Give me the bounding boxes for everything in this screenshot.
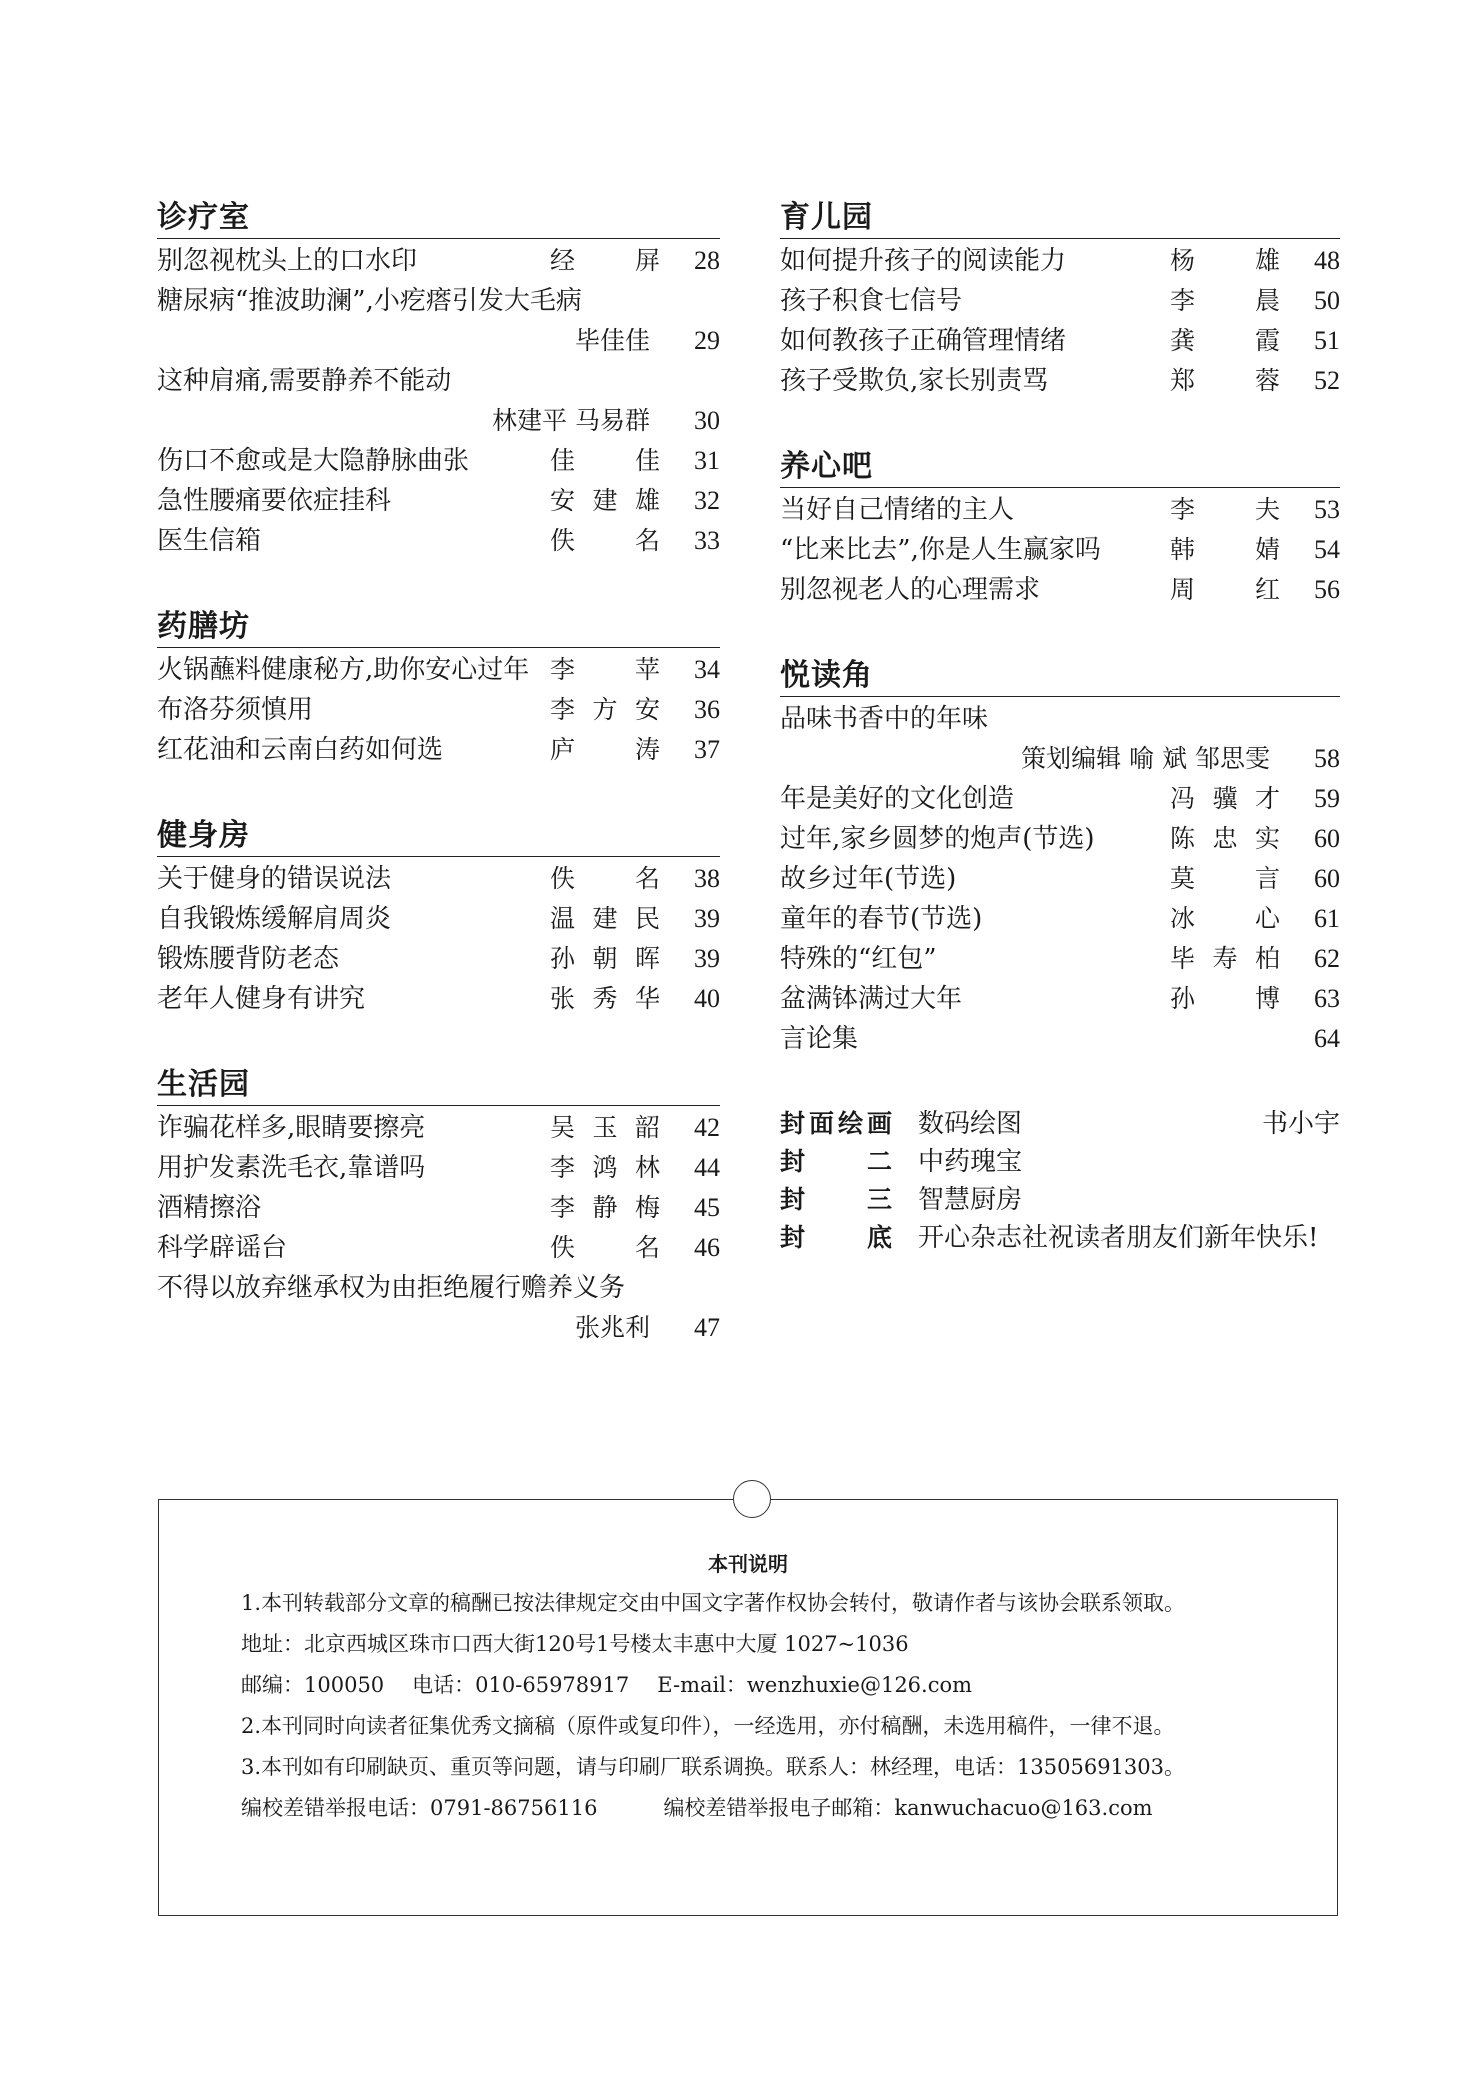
entry-title: 诈骗花样多,眼睛要擦亮 [157,1113,426,1143]
entry-title: 红花油和云南白药如何选 [157,735,444,765]
entry-author: 吴玉韶 [550,1113,660,1142]
section-title: 生活园 [157,1065,720,1106]
notice-report-phone: 编校差错举报电话：0791-86756116 [241,1796,598,1820]
entry-page-number: 63 [1314,984,1340,1013]
toc-left-column [157,198,720,1394]
toc-entry[interactable] [157,979,720,1019]
entry-title: 火锅蘸料健康秘方,助你安心过年 [157,655,530,685]
entry-page-number: 54 [1314,535,1340,564]
toc-entry[interactable] [157,1148,720,1188]
entry-page-number: 45 [694,1193,720,1222]
entry-title: 盆满钵满过大年 [780,984,963,1014]
entry-author: 孙朝晖 [550,944,660,973]
entry-author: 张兆利 [574,1313,650,1342]
entry-author: 莫 言 [1170,864,1280,893]
toc-entry[interactable] [157,521,720,561]
entry-title: 故乡过年(节选) [780,864,957,894]
entry-title: 别忽视老人的心理需求 [780,575,1041,605]
entry-title: 老年人健身有讲究 [157,984,366,1014]
toc-entry[interactable] [157,1228,720,1268]
section-title: 药膳坊 [157,607,720,648]
entry-title: 过年,家乡圆梦的炮声(节选) [780,824,1095,854]
entry-title: 科学辟谣台 [157,1233,288,1263]
entry-author: 冯骥才 [1170,784,1280,813]
notice-report-email: 编校差错举报电子邮箱：kanwuchacuo@163.com [663,1796,1153,1820]
entry-title: 关于健身的错误说法 [157,864,392,894]
toc-entry[interactable] [780,321,1340,361]
entry-page-number: 44 [694,1153,720,1182]
notice-postcode: 邮编：100050 [241,1673,385,1697]
toc-entry[interactable] [157,241,720,281]
toc-entry[interactable] [157,1268,720,1308]
toc-section [157,1065,720,1348]
cover-value: 智慧厨房 [918,1185,1023,1215]
entry-title: 这种肩痛,需要静养不能动 [157,366,452,396]
toc-entry[interactable] [780,939,1340,979]
entry-title: 年是美好的文化创造 [780,784,1015,814]
notice-phone: 电话：010-65978917 [412,1673,630,1697]
notice-paragraph-2: 2.本刊同时向读者征集优秀文摘稿（原件或复印件），一经选用，亦付稿酬，未选用稿件，一律不退。 [241,1714,1175,1738]
entry-author: 李静梅 [550,1193,660,1222]
toc-entry[interactable] [157,859,720,899]
entry-title: 童年的春节(节选) [780,904,983,934]
entry-page-number: 37 [694,735,720,764]
entry-author: 冰 心 [1170,904,1280,933]
toc-entry[interactable] [780,241,1340,281]
entry-page-number: 56 [1314,575,1340,604]
entry-author: 郑 蓉 [1170,366,1280,395]
entry-title: 用护发素洗毛衣,靠谱吗 [157,1153,426,1183]
entry-page-number: 52 [1314,366,1340,395]
toc-entry[interactable] [157,401,720,441]
cover-credit-row [780,1219,1340,1257]
notice-address: 地址：北京西城区珠市口西大街120号1号楼太丰惠中大厦 1027~1036 [241,1632,909,1656]
entry-title: 酒精擦浴 [157,1193,262,1223]
entry-author: 李 晨 [1170,286,1280,315]
toc-entry[interactable] [157,281,720,321]
section-title: 健身房 [157,816,720,857]
entry-author: 李方安 [550,695,660,724]
entry-author: 龚 霞 [1170,326,1280,355]
toc-entry[interactable] [157,690,720,730]
toc-entry[interactable] [157,361,720,401]
entry-page-number: 64 [1314,1024,1340,1053]
toc-right-column [780,198,1340,1257]
entry-page-number: 46 [694,1233,720,1262]
entry-page-number: 36 [694,695,720,724]
entry-title: “比来比去”,你是人生赢家吗 [780,535,1101,565]
entry-author: 庐 涛 [550,735,660,764]
entry-page-number: 62 [1314,944,1340,973]
toc-entry[interactable] [780,859,1340,899]
entry-author: 安建雄 [550,486,660,515]
entry-title: 自我锻炼缓解肩周炎 [157,904,392,934]
notice-title: 本刊说明 [708,1552,788,1576]
toc-entry[interactable] [157,899,720,939]
entry-page-number: 29 [694,326,720,355]
entry-page-number: 48 [1314,246,1340,275]
notice-paragraph-3: 3.本刊如有印刷缺页、重页等问题，请与印刷厂联系调换。联系人：林经理，电话：13505691303。 [241,1755,1186,1779]
entry-title: 如何教孩子正确管理情绪 [780,326,1067,356]
toc-entry[interactable] [157,321,720,361]
entry-title: 别忽视枕头上的口水印 [157,246,418,276]
toc-entry[interactable] [780,739,1340,779]
entry-title: 孩子积食七信号 [780,286,963,316]
toc-entry[interactable] [780,779,1340,819]
toc-entry[interactable] [780,699,1340,739]
entry-title: 当好自己情绪的主人 [780,495,1015,525]
toc-entry[interactable] [157,650,720,690]
entry-author: 周 红 [1170,575,1280,604]
entry-title: 特殊的“红包” [780,944,937,974]
entry-page-number: 32 [694,486,720,515]
toc-entry[interactable] [780,570,1340,610]
entry-author: 佚 名 [550,526,660,555]
toc-entry[interactable] [780,899,1340,939]
entry-title: 伤口不愈或是大隐静脉曲张 [157,446,470,476]
entry-page-number: 58 [1314,744,1340,773]
entry-author: 林建平 马易群 [492,406,650,435]
entry-author: 陈忠实 [1170,824,1280,853]
entry-page-number: 33 [694,526,720,555]
toc-entry[interactable] [780,281,1340,321]
toc-entry[interactable] [157,1308,720,1348]
entry-page-number: 59 [1314,784,1340,813]
cover-value: 数码绘图 [918,1109,1023,1139]
toc-entry[interactable] [780,530,1340,570]
toc-section [157,198,720,561]
toc-entry[interactable] [780,361,1340,401]
entry-title: 锻炼腰背防老态 [157,944,340,974]
toc-entry[interactable] [157,1188,720,1228]
notice-contact-line [189,1665,1307,1706]
entry-author: 杨 雄 [1170,246,1280,275]
entry-title: 品味书香中的年味 [780,704,989,734]
toc-entry[interactable] [157,1108,720,1148]
cover-credit-row [780,1105,1340,1143]
section-title: 悦读角 [780,656,1340,697]
entry-page-number: 31 [694,446,720,475]
toc-entry[interactable] [780,819,1340,859]
toc-section [157,816,720,1019]
entry-title: 孩子受欺负,家长别责骂 [780,366,1049,396]
toc-entry[interactable] [780,979,1340,1019]
entry-page-number: 47 [694,1313,720,1342]
entry-page-number: 60 [1314,864,1340,893]
entry-author: 张秀华 [550,984,660,1013]
notice-email: E-mail：wenzhuxie@126.com [657,1673,973,1697]
toc-entry[interactable] [780,1019,1340,1059]
cover-value: 开心杂志社祝读者朋友们新年快乐! [918,1223,1319,1253]
notice-report-line [189,1788,1307,1829]
toc-entry[interactable] [157,939,720,979]
notice-body [159,1583,1337,1829]
entry-page-number: 40 [694,984,720,1013]
toc-section [157,607,720,770]
entry-author: 毕佳佳 [574,326,650,355]
entry-page-number: 34 [694,655,720,684]
cover-label: 封面绘画 [780,1109,892,1138]
entry-title: 糖尿病“推波助澜”,小疙瘩引发大毛病 [157,286,582,316]
entry-page-number: 38 [694,864,720,893]
entry-author: 佚 名 [550,864,660,893]
toc-entry[interactable] [157,730,720,770]
entry-page-number: 50 [1314,286,1340,315]
entry-author: 经 屏 [550,246,660,275]
entry-title: 布洛芬须慎用 [157,695,314,725]
cover-label: 封 二 [780,1147,892,1176]
entry-page-number: 30 [694,406,720,435]
entry-author: 佳 佳 [550,446,660,475]
notice-box [158,1499,1338,1916]
toc-entry[interactable] [780,490,1340,530]
entry-author: 韩 婧 [1170,535,1280,564]
cover-artist: 书小宇 [1261,1109,1340,1139]
cover-label: 封 底 [780,1223,892,1252]
toc-section [780,198,1340,401]
entry-page-number: 39 [694,944,720,973]
entry-page-number: 53 [1314,495,1340,524]
entry-title: 急性腰痛要依症挂科 [157,486,392,516]
entry-author: 毕寿柏 [1170,944,1280,973]
section-title: 诊疗室 [157,198,720,239]
cover-value: 中药瑰宝 [918,1147,1023,1177]
entry-author: 孙 博 [1170,984,1280,1013]
entry-page-number: 51 [1314,326,1340,355]
toc-section [780,447,1340,610]
entry-title: 言论集 [780,1024,859,1054]
entry-page-number: 28 [694,246,720,275]
cover-label: 封 三 [780,1185,892,1214]
entry-page-number: 60 [1314,824,1340,853]
toc-entry[interactable] [157,441,720,481]
entry-author: 温建民 [550,904,660,933]
notice-ring-ornament [733,1480,771,1518]
entry-author: 策划编辑 喻 斌 邹思雯 [1021,744,1270,773]
entry-author: 李 夫 [1170,495,1280,524]
entry-title: 如何提升孩子的阅读能力 [780,246,1067,276]
entry-author: 李鸿林 [550,1153,660,1182]
entry-author: 李 苹 [550,655,660,684]
entry-page-number: 61 [1314,904,1340,933]
toc-entry[interactable] [157,481,720,521]
notice-paragraph-1: 1.本刊转载部分文章的稿酬已按法律规定交由中国文字著作权协会转付，敬请作者与该协会联系领取。 [241,1591,1186,1615]
cover-credit-row [780,1181,1340,1219]
entry-author: 佚 名 [550,1233,660,1262]
toc-section [780,656,1340,1059]
cover-credits [780,1105,1340,1257]
entry-page-number: 39 [694,904,720,933]
section-title: 养心吧 [780,447,1340,488]
entry-title: 医生信箱 [157,526,262,556]
entry-title: 不得以放弃继承权为由拒绝履行赡养义务 [157,1273,626,1303]
section-title: 育儿园 [780,198,1340,239]
cover-credit-row [780,1143,1340,1181]
entry-page-number: 42 [694,1113,720,1142]
